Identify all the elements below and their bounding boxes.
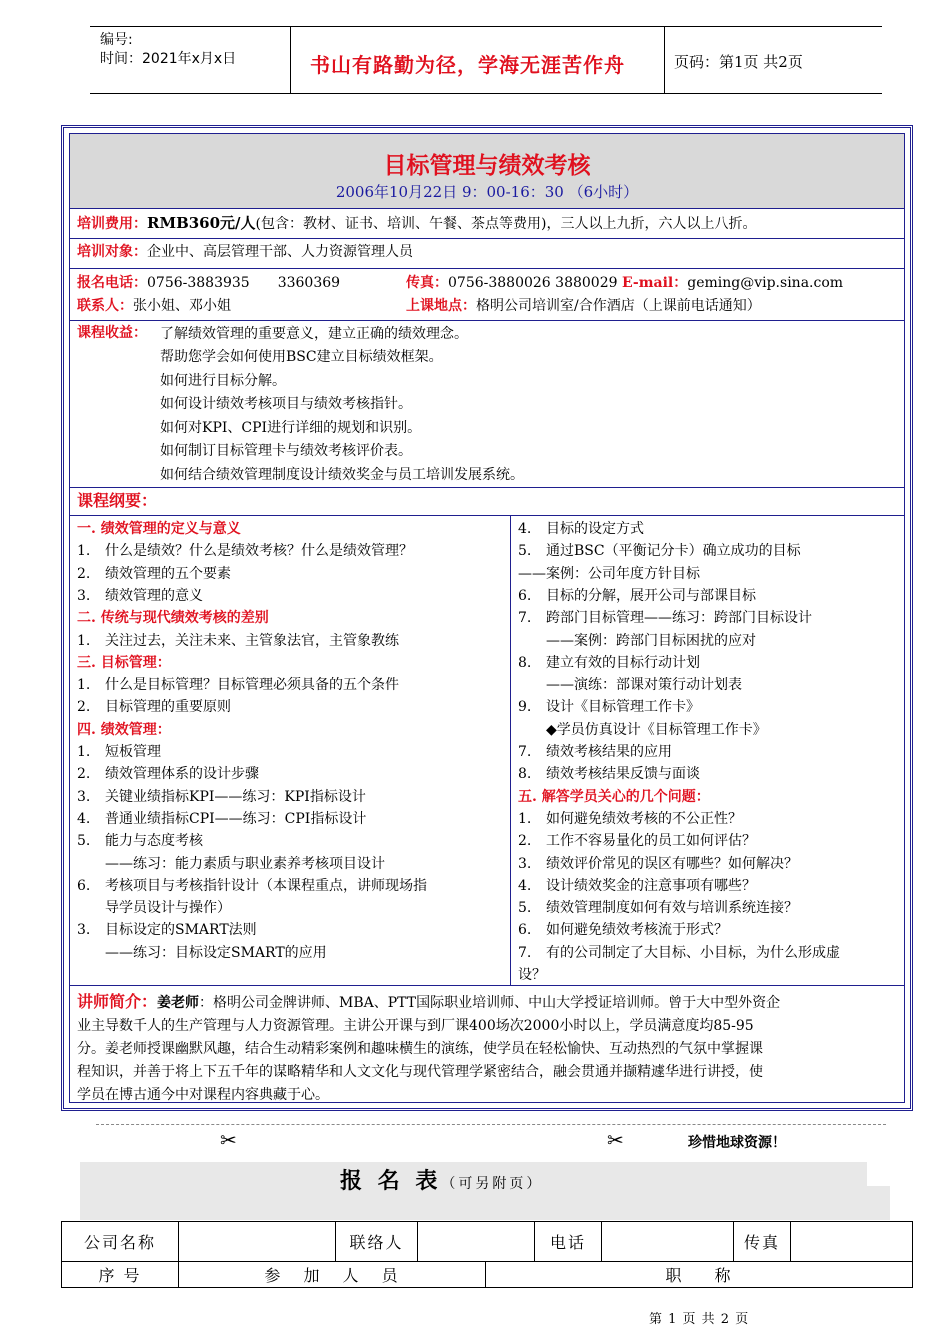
outline-item (77, 540, 413, 562)
divider (70, 515, 904, 516)
page-cell (664, 27, 882, 93)
page-title: 目标管理与绩效考核 (383, 152, 591, 179)
outline-item (77, 808, 366, 830)
outline-item-text: 什么是绩效？什么是绩效考核？什么是绩效管理？ (105, 543, 413, 560)
outline-item-number: 1. (77, 632, 91, 649)
outline-item (77, 630, 399, 652)
fax-row (406, 273, 843, 294)
instructor-line: 分。姜老师授课幽默风趣，结合生动精彩案例和趣味横生的演练，使学员在轻松愉快、互动热烈的气氛中掌握课 (77, 1041, 763, 1057)
outline-item-text: 设计绩效奖金的注意事项有哪些？ (546, 877, 756, 894)
outline-item (518, 741, 672, 763)
fax-value: 0756-3880026 3880029 (448, 275, 618, 291)
outline-heading: 二. 传统与现代绩效考核的差别 (77, 610, 269, 627)
fee-note: (包含：教材、证书、培训、午餐、茶点等费用)，三人以上九折，六人以上八折。 (255, 216, 757, 232)
outline-item-number: 8. (518, 766, 532, 783)
attendee-label: 参 加 人 员 (179, 1262, 486, 1288)
outline-item (518, 919, 728, 941)
outline-item (518, 897, 798, 919)
outline-item-text: 绩效考核结果的应用 (546, 744, 672, 760)
outline-item-number: 1. (518, 810, 532, 827)
outline-item-number: 3. (77, 922, 91, 939)
outline-item (518, 942, 840, 964)
registration-title-text: 报 名 表 (340, 1168, 442, 1194)
outline-item (518, 518, 644, 540)
outline-item-text: 目标管理的重要原则 (105, 699, 231, 716)
outline-item-number: 4. (77, 810, 91, 827)
registration-title (340, 1164, 543, 1195)
column-divider (510, 515, 511, 985)
outline-item-text: 绩效管理体系的设计步骤 (105, 766, 259, 783)
outline-item (77, 830, 203, 852)
outline-item (77, 585, 203, 607)
divider (70, 238, 904, 239)
outline-item (518, 763, 700, 785)
outline-item (77, 875, 427, 897)
title-label: 职 称 (486, 1262, 913, 1288)
outline-item-text: 能力与态度考核 (105, 833, 203, 850)
outline-item-text: 短板管理 (105, 744, 161, 760)
outline-item-number: 3. (518, 855, 532, 872)
motto: 书山有路勤为径，学海无涯苦作舟 (310, 53, 625, 77)
registration-table (61, 1221, 913, 1262)
instructor-bio (77, 990, 907, 1107)
outline-subitem: ——案例：跨部门目标困扰的应对 (546, 632, 756, 649)
company-input[interactable] (179, 1222, 336, 1262)
outline-item-text: 目标设定的SMART法则 (105, 922, 257, 939)
registration-form (61, 1221, 913, 1288)
outline-heading: 一. 绩效管理的定义与意义 (77, 521, 241, 537)
instructor-line: ：格明公司金牌讲师、MBA、PTT国际职业培训师、中山大学授证培训师。曾于大中型外资企 (199, 995, 781, 1011)
outline-subitem: ——练习：目标设定SMART的应用 (105, 944, 327, 961)
outline-heading: 五. 解答学员关心的几个问题： (518, 788, 710, 805)
outline-item (518, 585, 756, 607)
outline-item-text: 目标的分解，展开公司与部课目标 (546, 587, 756, 604)
outline-item-text: 建立有效的目标行动计划 (546, 654, 700, 671)
instructor-line: 程知识，并善于将上下五千年的谋略精华和人文文化与现代管理学紧密结合，融会贯通并撷精遽华进行讲授，使 (77, 1064, 763, 1080)
code-label: 编号: (100, 32, 133, 48)
outline-item-number: 2. (77, 766, 91, 783)
outline-item-number: 1. (77, 543, 91, 560)
outline-subitem: ——练习：能力素质与职业素养考核项目设计 (105, 855, 385, 872)
outline-item-number: 1. (77, 677, 91, 694)
outline-item-number: 7. (518, 944, 532, 961)
page-label: 页码：第1页 共2页 (674, 53, 803, 71)
outline-item-number: 3. (77, 587, 91, 604)
outline-item (518, 875, 756, 897)
outline-item-number: 5. (77, 833, 91, 850)
venue-label: 上课地点： (406, 298, 476, 314)
outline-subitem: ◆学员仿真设计《目标管理工作卡》 (546, 721, 767, 738)
outline-subitem: 设？ (518, 967, 546, 983)
registration-note: （可另附页） (441, 1176, 544, 1192)
outline-item-number: 7. (518, 610, 532, 627)
benefit-item: 帮助您学会如何使用BSC建立目标绩效框架。 (160, 349, 443, 365)
fax-input[interactable] (791, 1222, 913, 1262)
outline-item-number: 5. (518, 900, 532, 917)
benefit-item: 如何对KPI、CPI进行详细的规划和识别。 (160, 420, 422, 436)
time-label: 时间：2021年x月x日 (100, 51, 237, 67)
outline-item-text: 工作不容易量化的员工如何评估？ (546, 833, 756, 850)
outline-item-text: 普通业绩指标CPI——练习：CPI指标设计 (105, 810, 367, 827)
instructor-name: 姜老师 (157, 995, 200, 1011)
header-strip (90, 26, 882, 94)
outline-item-number: 2. (518, 833, 532, 850)
benefit-item: 了解绩效管理的重要意义，建立正确的绩效理念。 (160, 326, 468, 342)
email-value[interactable]: geming@vip.sina.com (687, 275, 844, 291)
outline-item (77, 741, 161, 763)
outline-item (518, 808, 742, 830)
phone-label: 报名电话： (77, 275, 147, 291)
earth-text: 珍惜地球资源！ (688, 1135, 786, 1151)
outline-heading: 四. 绩效管理： (77, 721, 171, 738)
email-label: E-mail： (621, 275, 688, 291)
outline-item-number: 9. (518, 699, 532, 716)
outline-item-text: 通过BSC（平衡记分卡）确立成功的目标 (546, 543, 801, 560)
phone-label: 电话 (535, 1222, 602, 1262)
outline-item-number: 2. (77, 699, 91, 716)
outline-item-text: 绩效评价常见的误区有哪些？如何解决？ (546, 855, 798, 872)
audience-label: 培训对象： (77, 244, 147, 260)
outline-item (77, 786, 366, 808)
fee-value: RMB360元/人 (147, 214, 256, 232)
outline-item (77, 763, 259, 785)
outline-item-number: 3. (77, 788, 91, 805)
outline-label-row (77, 490, 157, 511)
outline-item-text: 目标的设定方式 (546, 521, 644, 537)
divider (70, 985, 904, 986)
benefit-item: 如何结合绩效管理制度设计绩效奖金与员工培训发展系统。 (160, 467, 524, 483)
outline-item (77, 919, 257, 941)
outline-item (518, 853, 798, 875)
outline-heading: 三. 目标管理： (77, 654, 171, 671)
venue-row (406, 296, 761, 317)
outline-item-text: 考核项目与考核指针设计（本课程重点，讲师现场指 (105, 877, 427, 894)
outline-item-number: 8. (518, 654, 532, 671)
seq-label: 序 号 (62, 1262, 179, 1288)
venue-value: 格明公司培训室/合作酒店（上课前电话通知） (476, 298, 761, 314)
outline-item-text: 绩效考核结果反馈与面谈 (546, 766, 700, 783)
benefits-label: 课程收益： (77, 325, 147, 341)
outline-subitem: ——案例：公司年度方针目标 (518, 565, 700, 582)
contact-row (77, 296, 231, 317)
outline-item-text: 什么是目标管理？目标管理必须具备的五个条件 (105, 677, 399, 694)
registration-attendee-table (61, 1261, 913, 1288)
outline-item-number: 4. (518, 877, 532, 894)
outline-item-text: 绩效管理制度如何有效与培训系统连接？ (546, 900, 798, 917)
course-inner (69, 133, 905, 1103)
outline-item-text: 关键业绩指标KPI——练习：KPI指标设计 (105, 788, 366, 805)
instructor-line: 业主导数千人的生产管理与人力资源管理。主讲公开课与到厂课400场次2000小时以上，学员满意度均85-95 (77, 1018, 754, 1034)
fax-label: 传真： (406, 275, 448, 291)
outline-item (518, 652, 700, 674)
divider (70, 320, 904, 321)
course-frame (61, 125, 913, 1111)
phone-input[interactable] (602, 1222, 734, 1262)
audience-value: 企业中、高层管理干部、人力资源管理人员 (147, 244, 413, 260)
outline-item-text: 设计《目标管理工作卡》 (546, 699, 700, 716)
outline-item (518, 830, 756, 852)
outline-item-number: 5. (518, 543, 532, 560)
fax-label: 传真 (734, 1222, 791, 1262)
outline-item (518, 696, 700, 718)
outline-item (77, 563, 231, 585)
scissors-icon: ✂ (220, 1128, 237, 1152)
outline-item-text: 有的公司制定了大目标、小目标，为什么形成虚 (546, 944, 840, 961)
outline-item-number: 6. (518, 587, 532, 604)
fee-row (77, 213, 756, 235)
outline-item (518, 607, 812, 629)
outline-label: 课程纲要： (77, 491, 158, 510)
benefit-item: 如何进行目标分解。 (160, 373, 286, 389)
fee-label: 培训费用： (77, 216, 147, 232)
page-footer: 第 1 页 共 2 页 (649, 1312, 750, 1327)
phone-row (77, 273, 340, 294)
header-meta (90, 27, 291, 93)
outline-item-number: 7. (518, 744, 532, 760)
outline-item-number: 6. (518, 922, 532, 939)
outline-item-text: 跨部门目标管理——练习：跨部门目标设计 (546, 610, 812, 627)
contact-input[interactable] (418, 1222, 535, 1262)
outline-item-number: 2. (77, 565, 91, 582)
company-label: 公司名称 (62, 1222, 179, 1262)
instructor-label: 讲师简介： (77, 992, 158, 1011)
schedule: 2006年10月22日 9：00-16：30 （6小时） (335, 183, 639, 201)
instructor-line: 学员在博古通今中对课程内容典藏于心。 (77, 1087, 329, 1103)
outline-item-number: 4. (518, 521, 532, 537)
outline-item-text: 绩效管理的五个要素 (105, 565, 231, 582)
benefits-label-row (77, 323, 147, 344)
outline-item-number: 6. (77, 877, 91, 894)
cut-line (96, 1124, 886, 1125)
scissors-icon: ✂ (607, 1128, 624, 1152)
contact-label: 联络人 (336, 1222, 418, 1262)
outline-item (77, 696, 231, 718)
outline-item-text: 如何避免绩效考核的不公正性？ (546, 810, 742, 827)
outline-item-text: 绩效管理的意义 (105, 587, 203, 604)
divider (70, 487, 904, 488)
contact-value: 张小姐、邓小姐 (133, 298, 231, 314)
outline-item (77, 674, 399, 696)
outline-item-number: 1. (77, 744, 91, 760)
contact-label: 联系人： (77, 298, 133, 314)
divider (70, 208, 904, 209)
outline-item (518, 540, 801, 562)
outline-subitem: 导学员设计与操作） (105, 900, 231, 917)
outline-item-text: 关注过去，关注未来、主管象法官，主管象教练 (105, 632, 399, 649)
benefit-item: 如何制订目标管理卡与绩效考核评价表。 (160, 443, 412, 459)
outline-subitem: ——演练：部课对策行动计划表 (546, 677, 742, 694)
phone-value: 0756-3883935 3360369 (147, 275, 341, 291)
divider (70, 268, 904, 269)
outline-item-text: 如何避免绩效考核流于形式？ (546, 922, 728, 939)
benefit-item: 如何设计绩效考核项目与绩效考核指针。 (160, 396, 412, 412)
audience-row (77, 242, 413, 263)
motto-cell (290, 27, 665, 93)
